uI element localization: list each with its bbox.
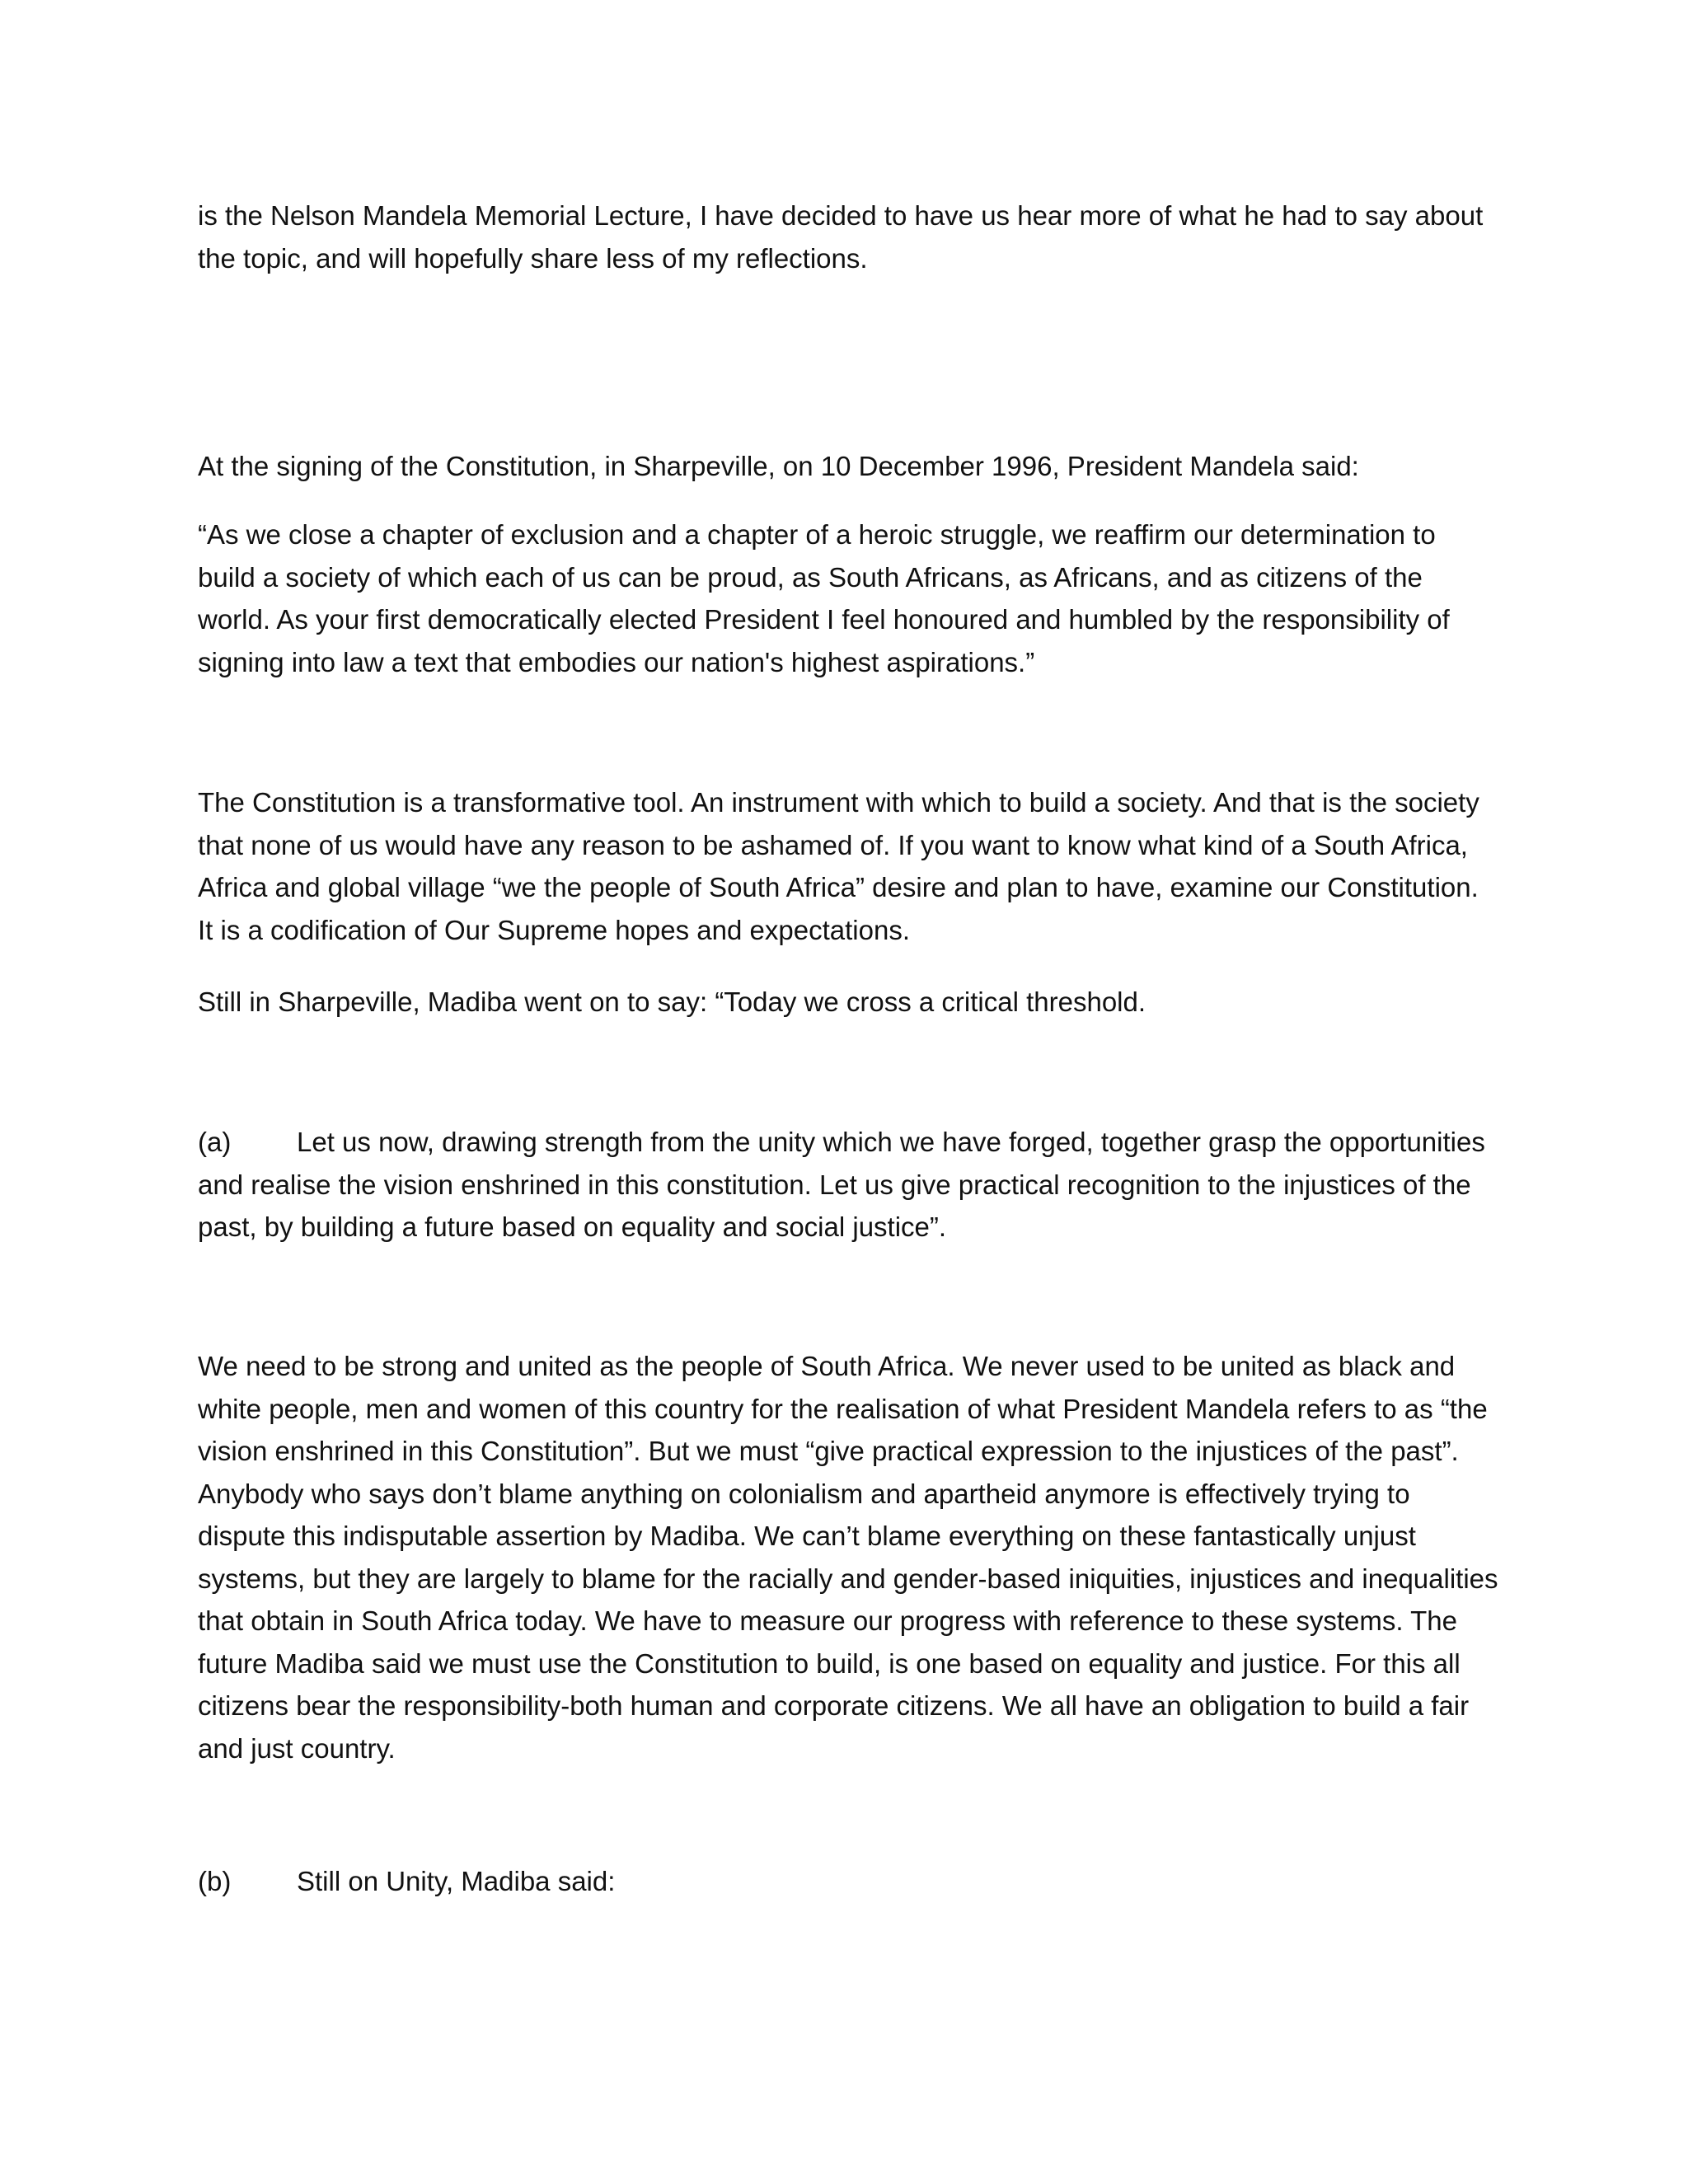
list-item-b: [198, 1860, 1500, 1903]
list-marker: (a): [198, 1127, 232, 1157]
list-item-text: Let us now, drawing strength from the unity which we have forged, together grasp the opportunities and realise the vision enshrined in this constitution. Let us give practical recognition to the injustices of the past, by building a future based on equality and social justice”.: [198, 1127, 1485, 1242]
paragraph-quote-constitution: “As we close a chapter of exclusion and a chapter of a heroic struggle, we reaffirm our determination to build a society of which each of us can be proud, as South Africans, as Africans, and as citizens of the world. As your first democratically elected President I feel honoured and humbled by the responsibility of signing into law a text that embodies our nation's highest aspirations.”: [198, 519, 1450, 677]
list-marker: (b): [198, 1866, 232, 1896]
list-item-text: Still on Unity, Madiba said:: [297, 1866, 616, 1896]
paragraph-intro: is the Nelson Mandela Memorial Lecture, I have decided to have us hear more of what he had to say about the topic, and will hopefully share less of my reflections.: [198, 200, 1484, 274]
list-item-a: [198, 1121, 1500, 1249]
paragraph-strong-united: We need to be strong and united as the people of South Africa. We never used to be united as black and white people, men and women of this country for the realisation of what President Mandela refers to as “the vision enshrined in this Constitution”. But we must “give practical expression to the injustices of the past”. Anybody who says don’t blame anything on colonialism and apartheid anymore is effectively trying to dispute this indisputable assertion by Madiba. We can’t blame everything on these fantastically unjust systems, but they are largely to blame for the racially and gender-based iniquities, injustices and inequalities that obtain in South Africa today. We have to measure our progress with reference to these systems. The future Madiba said we must use the Constitution to build, is one based on equality and justice. For this all citizens bear the responsibility-both human and corporate citizens. We all have an obligation to build a fair and just country.: [198, 1351, 1498, 1764]
paragraph-signing: At the signing of the Constitution, in Sharpeville, on 10 December 1996, President Mandela said:: [198, 451, 1359, 481]
paragraph-sharpeville: Still in Sharpeville, Madiba went on to say: “Today we cross a critical threshold.: [198, 987, 1146, 1017]
paragraph-transformative-tool: The Constitution is a transformative tool. An instrument with which to build a society. And that is the society that none of us would have any reason to be ashamed of. If you want to know what kind of a South Africa, Africa and global village “we the people of South Africa” desire and plan to have, examine our Constitution. It is a codification of Our Supreme hopes and expectations.: [198, 787, 1479, 945]
